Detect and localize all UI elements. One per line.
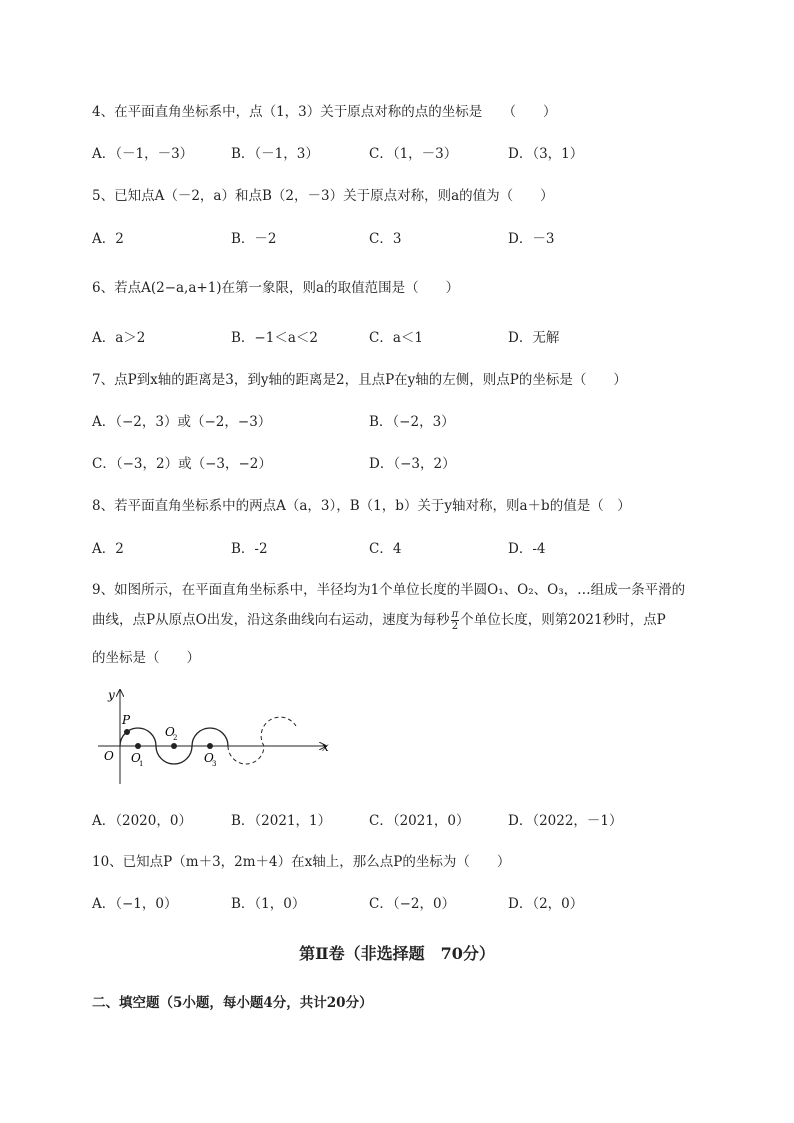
question-5-stem: 5、已知点A（－2，a）和点B（2，－3）关于原点对称，则a的值为（ ）: [92, 188, 554, 204]
question-10-option-a[interactable]: A．（−1，0）: [92, 896, 178, 912]
question-8-option-d[interactable]: D．-4: [508, 541, 546, 557]
question-8-option-a[interactable]: A．2: [92, 541, 124, 557]
question-9-stem-line2-b: 个单位长度，则第2021秒时，点P: [460, 612, 666, 628]
point-o2: [171, 743, 177, 749]
question-6-option-d[interactable]: D．无解: [508, 330, 560, 346]
question-9-stem-line2: [92, 608, 666, 632]
question-9-option-b[interactable]: B．（2021，1）: [231, 813, 332, 829]
y-axis-label: y: [108, 688, 115, 702]
question-9-option-d[interactable]: D．（2022，－1）: [508, 813, 623, 829]
fraction-denominator: 2: [451, 621, 459, 632]
o2-subscript: 2: [173, 734, 178, 742]
question-9-stem-line3: 的坐标是（ ）: [92, 650, 200, 666]
question-4-option-d[interactable]: D．（3，1）: [508, 146, 584, 162]
o3-label: O: [204, 751, 214, 765]
question-7-option-c[interactable]: C．（−3，2）或（−3，−2）: [92, 456, 272, 472]
o2-label: O: [165, 725, 175, 739]
question-9-option-a[interactable]: A．（2020，0）: [92, 813, 192, 829]
o3-subscript: 3: [212, 760, 217, 768]
question-6-option-b[interactable]: B．−1＜a＜2: [231, 330, 318, 346]
question-5-option-b[interactable]: B．－2: [231, 231, 277, 247]
question-5-option-c[interactable]: C．3: [369, 231, 402, 247]
question-8-stem: 8、若平面直角坐标系中的两点A（a，3），B（1，b）关于y轴对称，则a＋b的值是（ ）: [92, 498, 631, 514]
origin-label: O: [104, 749, 114, 763]
section-title: 第Ⅱ卷（非选择题 70分）: [299, 944, 495, 963]
question-8-option-c[interactable]: C．4: [369, 541, 402, 557]
question-7-stem: 7、点P到x轴的距离是3，到y轴的距离是2，且点P在y轴的左侧，则点P的坐标是（ ）: [92, 372, 627, 388]
question-7-option-d[interactable]: D．（−3，2）: [369, 456, 456, 472]
question-5-option-a[interactable]: A．2: [92, 231, 124, 247]
question-4-option-b[interactable]: B．（－1，3）: [231, 146, 319, 162]
o1-subscript: 1: [139, 760, 144, 768]
question-9-stem-line2-a: 曲线，点P从原点O出发，沿这条曲线向右运动，速度为每秒: [92, 612, 450, 628]
semicircle-curve-figure: [88, 680, 338, 790]
p-label: P: [122, 713, 131, 727]
question-4-stem: 4、在平面直角坐标系中，点（1，3）关于原点对称的点的坐标是 （ ）: [92, 104, 557, 120]
question-10-option-c[interactable]: C．（−2，0）: [369, 896, 456, 912]
point-p: [124, 729, 130, 735]
question-10-option-d[interactable]: D．（2，0）: [508, 896, 584, 912]
dashed-curve: [228, 717, 296, 764]
question-7-option-b[interactable]: B．（−2，3）: [369, 414, 455, 430]
question-8-option-b[interactable]: B．-2: [231, 541, 268, 557]
point-o1: [135, 743, 141, 749]
question-5-option-d[interactable]: D．－3: [508, 231, 555, 247]
speed-fraction: [451, 609, 460, 632]
question-9-stem-line1: 9、如图所示，在平面直角坐标系中，半径均为1个单位长度的半圆O₁、O₂、O₃，…组成一条平滑的: [92, 582, 686, 598]
question-10-option-b[interactable]: B．（1，0）: [231, 896, 306, 912]
question-10-stem: 10、已知点P（m＋3，2m＋4）在x轴上，那么点P的坐标为（ ）: [92, 854, 511, 870]
question-4-option-c[interactable]: C．（1，－3）: [369, 146, 458, 162]
question-7-option-a[interactable]: A．（−2，3）或（−2，−3）: [92, 414, 272, 430]
question-4-option-a[interactable]: A．（－1，－3）: [92, 146, 194, 162]
point-o3: [207, 743, 213, 749]
question-9-option-c[interactable]: C．（2021，0）: [369, 813, 470, 829]
subsection-title: 二、填空题（5小题，每小题4分，共计20分）: [92, 995, 373, 1011]
o1-label: O: [131, 751, 141, 765]
question-6-option-a[interactable]: A．a＞2: [92, 330, 146, 346]
fraction-numerator: π: [451, 609, 459, 620]
x-axis-label: x: [322, 740, 329, 754]
question-6-option-c[interactable]: C．a＜1: [369, 330, 423, 346]
question-6-stem: 6、若点A(2−a,a+1)在第一象限，则a的取值范围是（ ）: [92, 280, 460, 296]
